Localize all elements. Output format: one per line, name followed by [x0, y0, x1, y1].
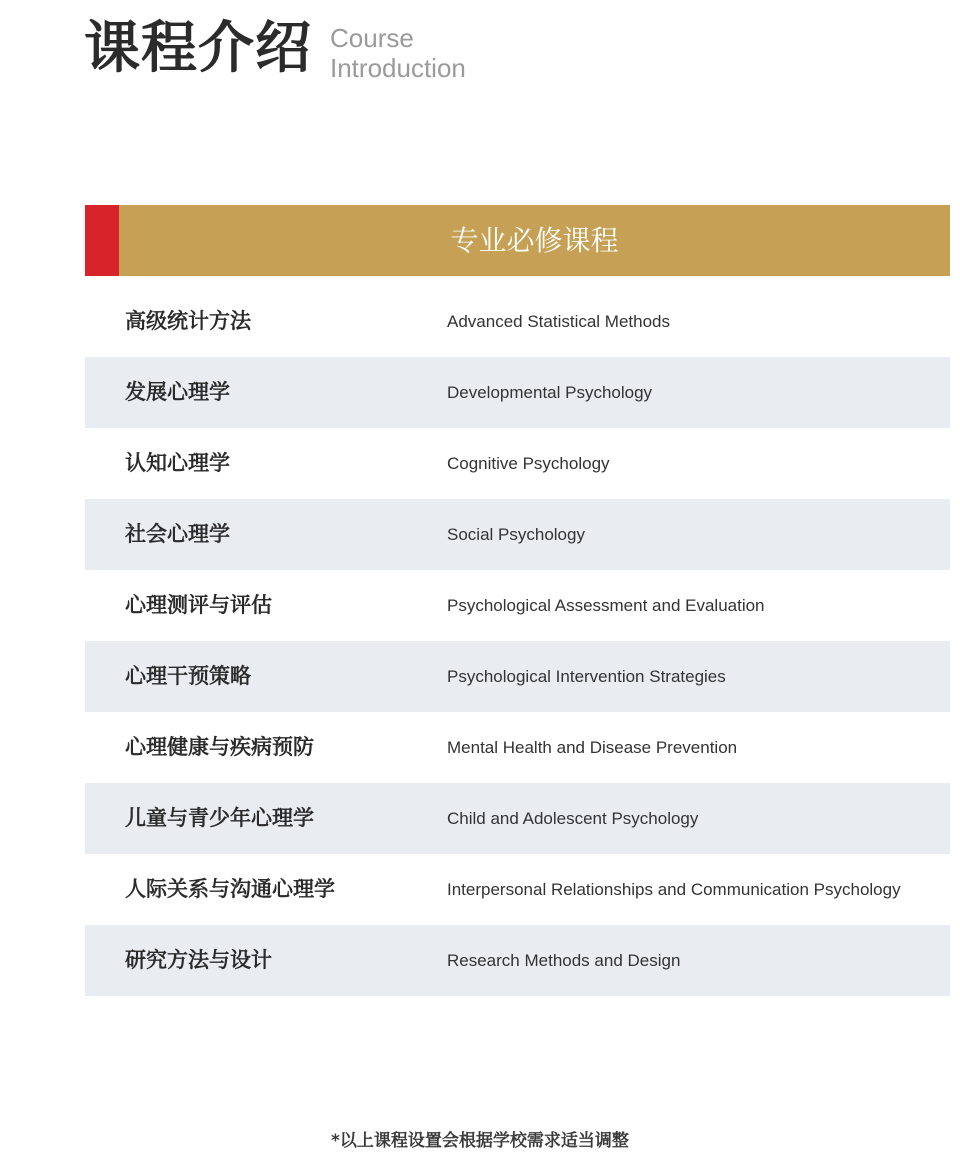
- subtitle-line-2: Introduction: [330, 53, 466, 83]
- course-name-cn: 高级统计方法: [125, 309, 251, 333]
- course-name-en: Advanced Statistical Methods: [447, 312, 671, 331]
- course-name-cn: 心理健康与疾病预防: [125, 735, 314, 759]
- course-row: [85, 570, 950, 641]
- course-name-cn: 研究方法与设计: [125, 948, 272, 972]
- course-row: [85, 286, 950, 357]
- course-name-en: Interpersonal Relationships and Communication Psychology: [447, 880, 901, 899]
- course-name-en: Cognitive Psychology: [447, 454, 610, 473]
- course-name-en: Child and Adolescent Psychology: [447, 809, 699, 828]
- course-row: [85, 854, 950, 925]
- course-name-en: Developmental Psychology: [447, 383, 653, 402]
- section-title: 专业必修课程: [450, 224, 619, 257]
- section-accent-block: [85, 205, 119, 276]
- course-name-cn: 人际关系与沟通心理学: [125, 877, 335, 901]
- course-row: [85, 712, 950, 783]
- page-subtitle: [330, 23, 466, 83]
- course-row: [85, 357, 950, 428]
- course-name-cn: 发展心理学: [125, 380, 230, 404]
- course-name-cn: 心理干预策略: [125, 664, 251, 688]
- course-row: [85, 925, 950, 996]
- course-name-cn: 认知心理学: [125, 451, 230, 475]
- course-name-en: Social Psychology: [447, 525, 585, 544]
- course-table: [85, 286, 950, 996]
- course-name-en: Research Methods and Design: [447, 951, 681, 970]
- course-name-cn: 社会心理学: [125, 522, 230, 546]
- course-row: [85, 499, 950, 570]
- subtitle-line-1: Course: [330, 23, 414, 53]
- course-name-en: Psychological Assessment and Evaluation: [447, 596, 765, 615]
- course-row: [85, 641, 950, 712]
- page-header: [84, 14, 466, 84]
- section-header-bar: [85, 205, 950, 276]
- course-row: [85, 783, 950, 854]
- course-name-cn: 儿童与青少年心理学: [125, 806, 314, 830]
- course-name-cn: 心理测评与评估: [125, 593, 272, 617]
- footnote: *以上课程设置会根据学校需求适当调整: [331, 1131, 629, 1151]
- page-title: 课程介绍: [84, 16, 312, 81]
- course-name-en: Psychological Intervention Strategies: [447, 667, 726, 686]
- course-name-en: Mental Health and Disease Prevention: [447, 738, 738, 757]
- course-row: [85, 428, 950, 499]
